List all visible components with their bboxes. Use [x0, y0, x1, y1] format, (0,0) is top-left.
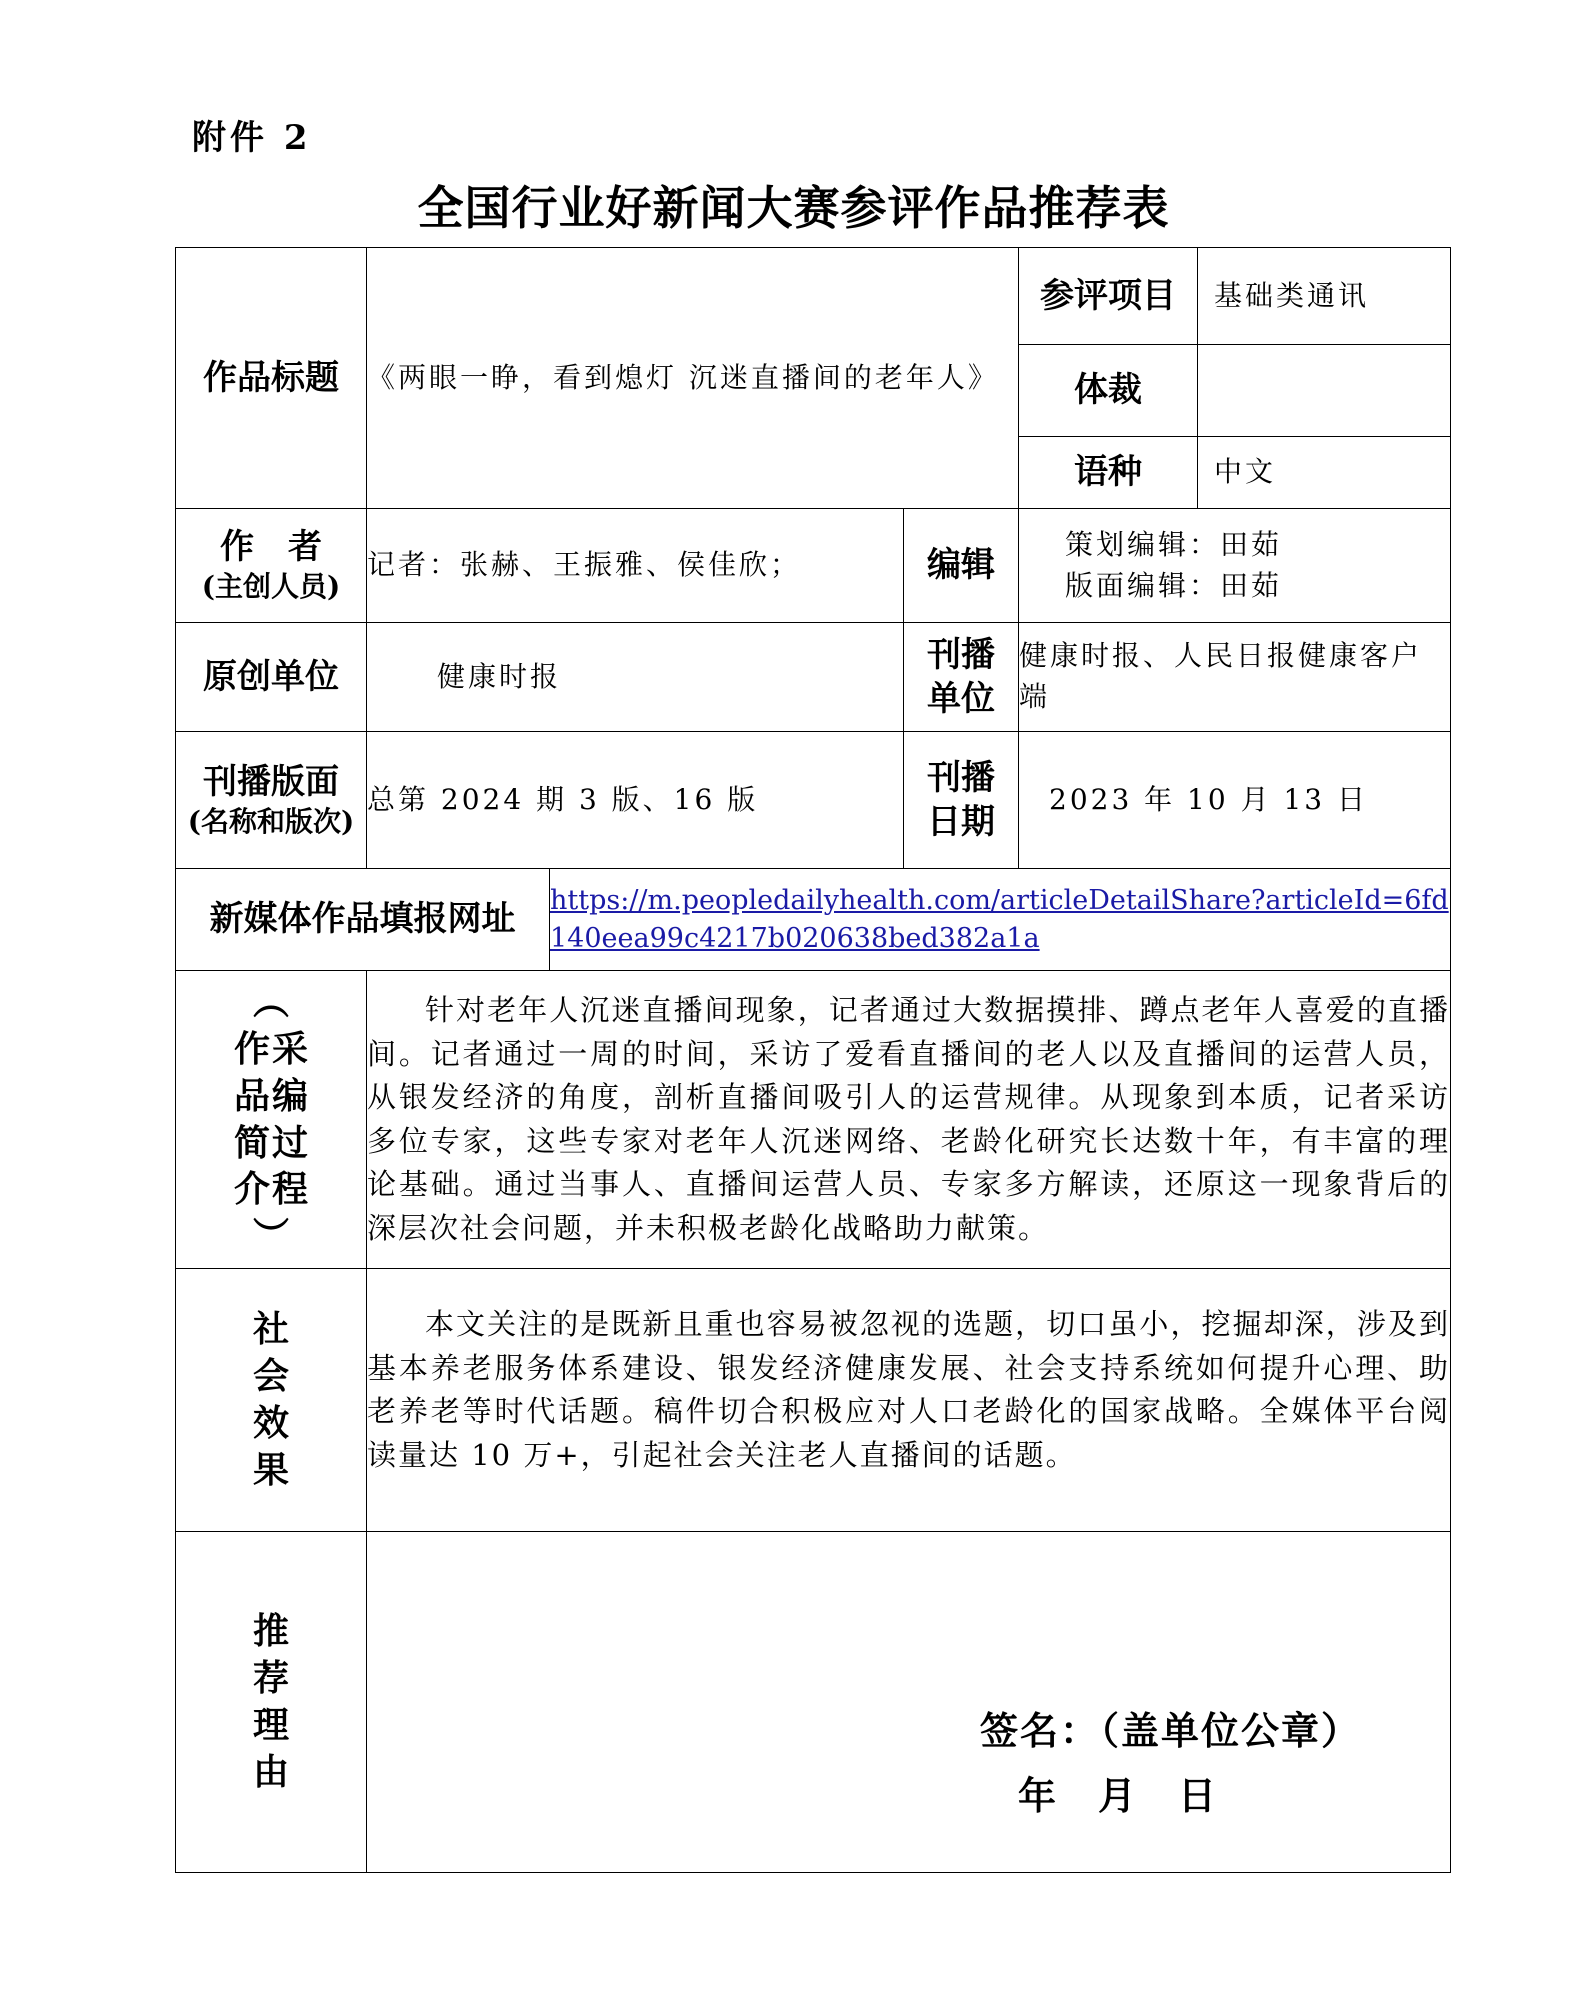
reason-char: 荐 [252, 1657, 289, 1700]
pub-page-value: 总第 2024 期 3 版、16 版 [367, 732, 904, 869]
reason-char: 由 [252, 1750, 289, 1793]
author-label: 作 者 [220, 527, 322, 568]
pub-date-value: 2023 年 10 月 13 日 [1019, 732, 1451, 869]
process-char: 作 [233, 1027, 270, 1070]
effect-char: 会 [252, 1355, 289, 1398]
reason-char: 理 [252, 1704, 289, 1746]
author-value: 记者：张赫、王振雅、侯佳欣； [367, 509, 904, 623]
process-char: 程 [272, 1168, 309, 1211]
url-link[interactable]: https://m.peopledailyhealth.com/articleDetailShare?articleId=6fd140eea99c4217b020638bed382a1a [550, 869, 1451, 971]
origin-unit-value: 健康时报 [367, 623, 904, 732]
pub-unit-label-2: 单位 [927, 679, 995, 719]
work-title-label: 作品标题 [176, 248, 367, 509]
process-text: 针对老年人沉迷直播间现象，记者通过大数据摸排、蹲点老年人喜爱的直播间。记者通过一周的时间，采访了爱看直播间的老人以及直播间的运营人员，从银发经济的角度，剖析直播间吸引人的运营规律。从现象到本质，记者采访多位专家，这些专家对老年人沉迷网络、老龄化研究长达数十年，有丰富的理论基础。通过当事人、直播间运营人员、专家多方解读，还原这一现象背后的深层次社会问题，并未积极老龄化战略助力献策。 [367, 971, 1451, 1269]
reason-label-cell [176, 1532, 367, 1873]
language-label: 语种 [1019, 437, 1198, 509]
pub-date-label-1: 刊播 [927, 757, 995, 798]
signature-line: 签名：（盖单位公章） [980, 1708, 1362, 1753]
pub-date-label-cell [904, 732, 1019, 869]
process-label-columns [176, 1026, 366, 1213]
author-label-cell [176, 509, 367, 623]
editor-label: 编辑 [904, 509, 1019, 623]
pub-unit-value: 健康时报、人民日报健康客户端 [1019, 623, 1451, 732]
editor-line-planning: 策划编辑：田茹 [1065, 527, 1283, 561]
process-open-paren: ︵ [252, 981, 289, 1024]
pub-page-label: 刊播版面 [203, 761, 339, 802]
recommendation-form [175, 247, 1451, 1873]
url-label: 新媒体作品填报网址 [176, 869, 550, 971]
document-title: 全国行业好新闻大赛参评作品推荐表 [417, 181, 1170, 235]
process-char: 简 [233, 1121, 270, 1164]
pub-unit-label-1: 刊播 [927, 634, 995, 675]
effect-char: 效 [252, 1402, 289, 1444]
effect-text: 本文关注的是既新且重也容易被忽视的选题，切口虽小，挖掘却深，涉及到基本养老服务体系建设、银发经济健康发展、社会支持系统如何提升心理、助老养老等时代话题。稿件切合积极应对人口老龄化的国家战略。全媒体平台阅读量达 10 万+，引起社会关注老人直播间的话题。 [367, 1269, 1451, 1532]
process-close-paren: ︶ [252, 1215, 289, 1258]
category-value: 基础类通讯 [1198, 248, 1451, 345]
process-char: 介 [233, 1168, 270, 1211]
editor-line-layout: 版面编辑：田茹 [1065, 568, 1283, 602]
genre-label: 体裁 [1019, 345, 1198, 437]
language-value: 中文 [1198, 437, 1451, 509]
process-char: 品 [233, 1074, 270, 1117]
process-char: 编 [272, 1074, 309, 1117]
reason-char: 推 [252, 1610, 289, 1653]
pub-date-label-2: 日期 [927, 802, 995, 842]
attachment-label: 附件 2 [192, 118, 312, 158]
process-label-col1 [234, 1026, 270, 1213]
process-label-col2 [272, 1026, 308, 1213]
genre-value [1198, 345, 1451, 437]
work-title-value: 《两眼一睁，看到熄灯 沉迷直播间的老年人》 [367, 248, 1019, 509]
process-char: 采 [272, 1027, 309, 1070]
pub-unit-label-cell [904, 623, 1019, 732]
pub-page-sublabel: (名称和版次) [187, 804, 355, 838]
effect-label-cell [176, 1269, 367, 1532]
editor-value-cell [1019, 509, 1451, 623]
pub-page-label-cell [176, 732, 367, 869]
signature-date: 年 月 日 [1018, 1773, 1219, 1818]
category-label: 参评项目 [1019, 248, 1198, 345]
process-char: 过 [272, 1121, 309, 1164]
author-sublabel: (主创人员) [201, 570, 341, 604]
effect-char: 果 [252, 1448, 289, 1491]
effect-char: 社 [252, 1308, 289, 1351]
origin-unit-label: 原创单位 [176, 623, 367, 732]
process-label-cell [176, 971, 367, 1269]
